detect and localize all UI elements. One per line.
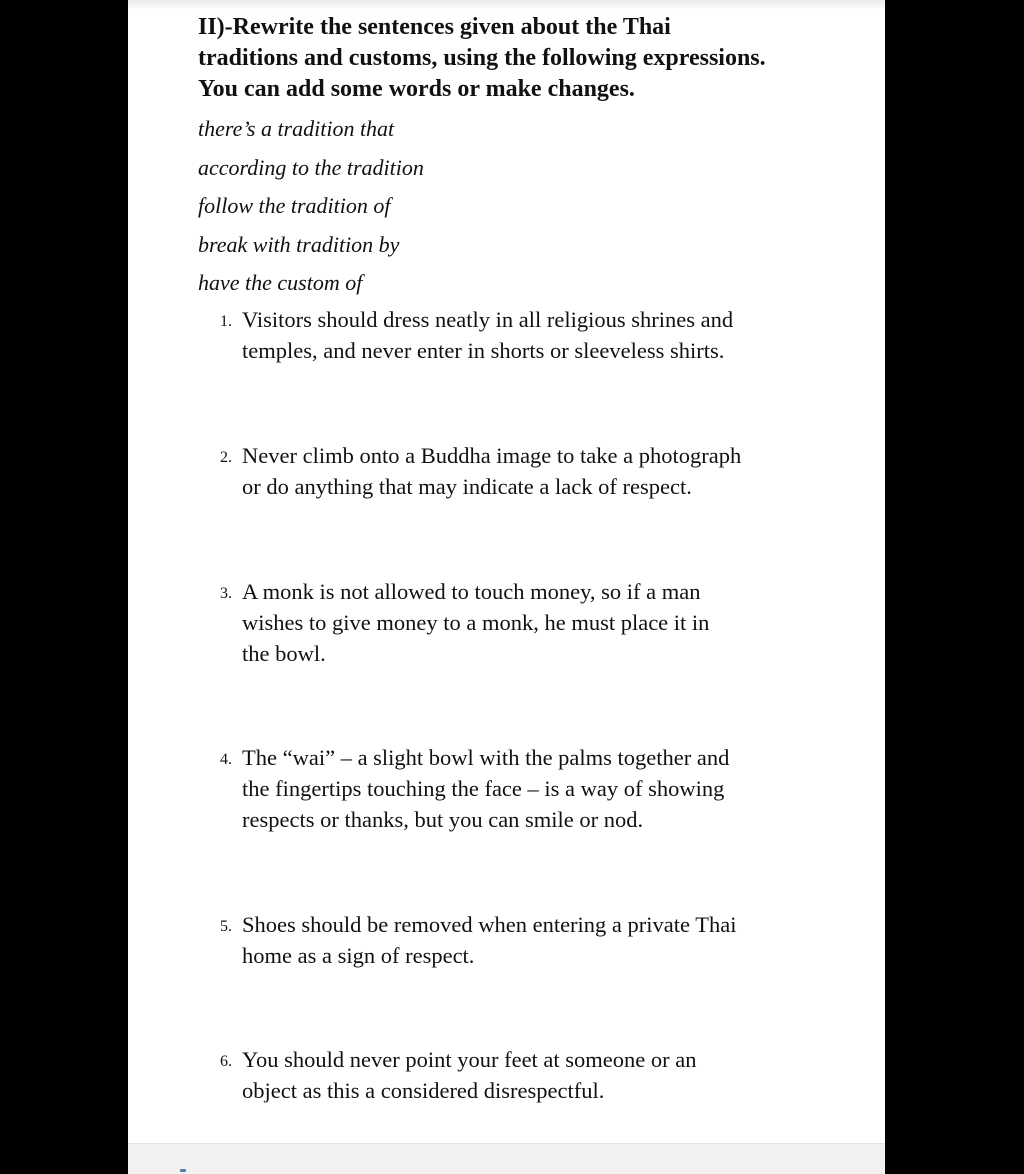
item-number: 2. <box>220 449 232 466</box>
scroll-indicator <box>180 1169 186 1172</box>
item-line: or do anything that may indicate a lack of respect. <box>242 474 692 499</box>
item-number: 6. <box>220 1053 232 1070</box>
expression-item: break with tradition by <box>198 231 400 257</box>
item-number: 1. <box>220 313 232 330</box>
item-number: 5. <box>220 918 232 935</box>
item-line: temples, and never enter in shorts or sleeveless shirts. <box>242 338 725 363</box>
expression-list <box>198 110 698 303</box>
item-line: wishes to give money to a monk, he must place it in <box>242 610 710 635</box>
item-line: object as this a considered disrespectful. <box>242 1078 605 1103</box>
sentence-item-4 <box>220 742 830 835</box>
sentence-item-5 <box>220 909 830 971</box>
expression-item: there’s a tradition that <box>198 116 395 141</box>
page-top-edge <box>128 0 885 10</box>
sentence-item-2 <box>220 440 830 502</box>
instructions-line: II)-Rewrite the sentences given about the Thai <box>198 14 671 40</box>
item-line: A monk is not allowed to touch money, so if a man <box>242 579 701 604</box>
item-line: the bowl. <box>242 641 326 666</box>
expression-item: have the custom of <box>198 270 363 295</box>
page-bottom-edge <box>128 1143 885 1174</box>
document-page <box>128 0 885 1174</box>
sentence-item-3 <box>220 576 830 669</box>
item-line: Shoes should be removed when entering a private Thai <box>242 912 737 937</box>
instructions-line: You can add some words or make changes. <box>198 76 635 102</box>
expression-item: follow the tradition of <box>198 193 391 218</box>
expression-item: according to the tradition <box>198 154 424 180</box>
item-line: respects or thanks, but you can smile or nod. <box>242 807 644 832</box>
item-line: The “wai” – a slight bowl with the palms together and <box>242 745 730 770</box>
item-line: Visitors should dress neatly in all religious shrines and <box>242 307 734 332</box>
item-number: 3. <box>220 585 232 602</box>
item-line: home as a sign of respect. <box>242 943 475 968</box>
item-line: the fingertips touching the face – is a way of showing <box>242 776 725 801</box>
item-line: Never climb onto a Buddha image to take a photograph <box>242 443 742 468</box>
sentence-item-6 <box>220 1044 830 1106</box>
item-number: 4. <box>220 751 232 768</box>
item-line: You should never point your feet at someone or an <box>242 1047 697 1072</box>
instructions-line: traditions and customs, using the following expressions. <box>198 45 766 71</box>
sentence-item-1 <box>220 304 830 366</box>
exercise-instructions <box>198 12 858 105</box>
